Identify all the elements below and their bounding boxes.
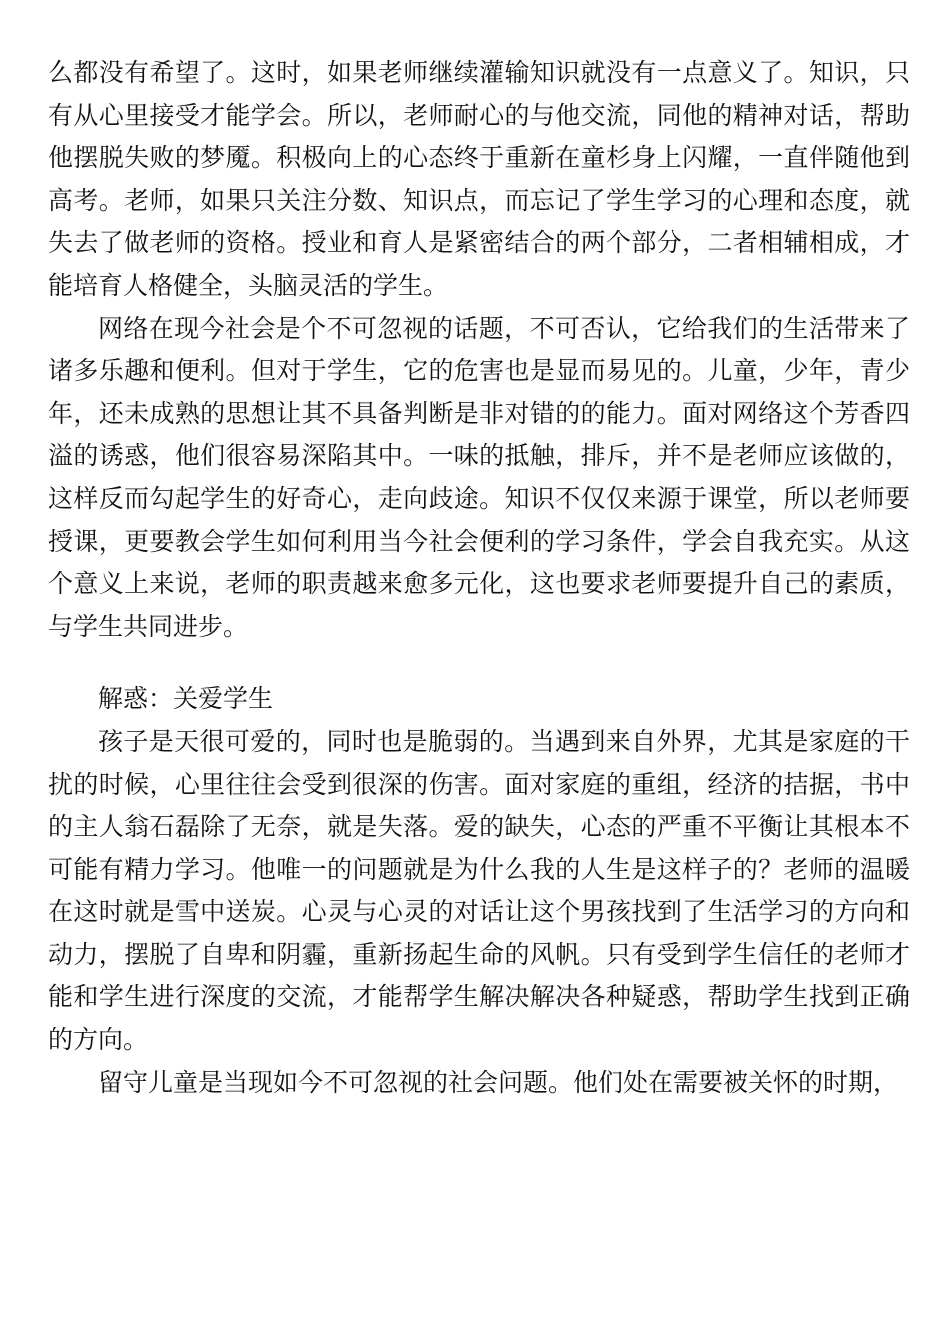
paragraph-continued: 么都没有希望了。这时，如果老师继续灌输知识就没有一点意义了。知识，只有从心里接受才能学会。所以，老师耐心的与他交流，同他的精神对话，帮助他摆脱失败的梦魇。积极向上的心态终于重新在童杉身上闪耀，一直伴随他到高考。老师，如果只关注分数、知识点，而忘记了学生学习的心理和态度，就失去了做老师的资格。授业和育人是紧密结合的两个部分，二者相辅相成，才能培育人格健全，头脑灵活的学生。 (48, 58, 910, 300)
paragraph-left-behind-children: 留守儿童是当现如今不可忽视的社会问题。他们处在需要被关怀的时期， (98, 1067, 899, 1097)
document-body (48, 52, 910, 1104)
paragraph-network: 网络在现今社会是个不可忽视的话题，不可否认，它给我们的生活带来了诸多乐趣和便利。但对于学生，它的危害也是显而易见的。儿童，少年，青少年，还未成熟的思想让其不具备判断是非对错的的能力。面对网络这个芳香四溢的诱惑，他们很容易深陷其中。一味的抵触，排斥，并不是老师应该做的，这样反而勾起学生的好奇心，走向歧途。知识不仅仅来源于课堂，所以老师要授课，更要教会学生如何利用当今社会便利的学习条件，学会自我充实。从这个意义上来说，老师的职责越来愈多元化，这也要求老师要提升自己的素质，与学生共同进步。 (48, 313, 910, 641)
section-heading: 解惑：关爱学生 (98, 684, 274, 714)
paragraph-care: 孩子是天很可爱的，同时也是脆弱的。当遇到来自外界，尤其是家庭的干扰的时候，心里往往会受到很深的伤害。面对家庭的重组，经济的拮据，书中的主人翁石磊除了无奈，就是失落。爱的缺失，心态的严重不平衡让其根本不可能有精力学习。他唯一的问题就是为什么我的人生是这样子的？老师的温暖在这时就是雪中送炭。心灵与心灵的对话让这个男孩找到了生活学习的方向和动力，摆脱了自卑和阴霾，重新扬起生命的风帆。只有受到学生信任的老师才能和学生进行深度的交流，才能帮学生解决解决各种疑惑，帮助学生找到正确的方向。 (48, 726, 910, 1055)
